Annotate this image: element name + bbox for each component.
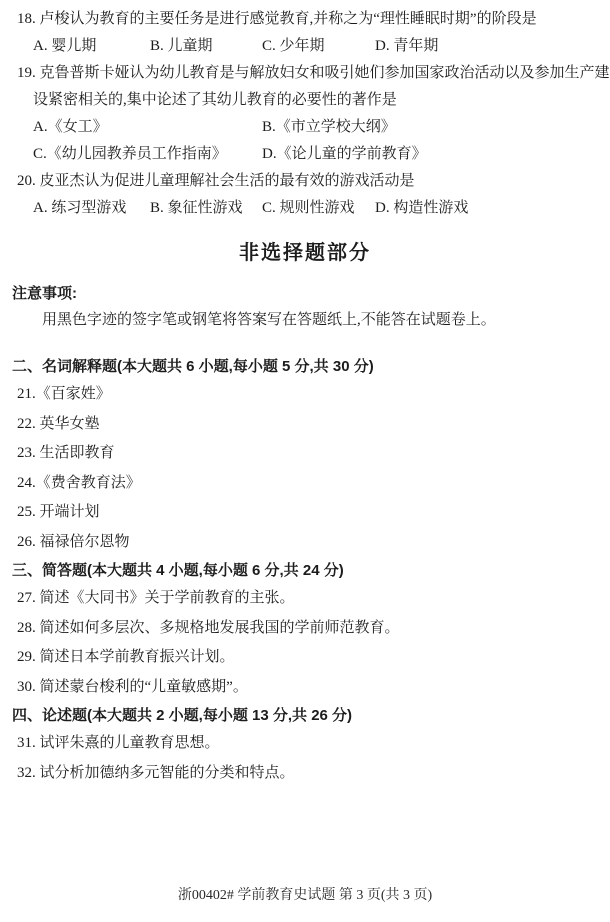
non-mc-section-title: 非选择题部分: [239, 242, 371, 264]
question-18-option-c: C. 少年期: [262, 38, 325, 54]
section-2-heading: 二、名词解释题(本大题共 6 小题,每小题 5 分,共 30 分): [12, 358, 374, 375]
question-20-stem: 20. 皮亚杰认为促进儿童理解社会生活的最有效的游戏活动是: [17, 173, 415, 189]
question-18-option-d: D. 青年期: [375, 38, 439, 54]
question-18-stem: 18. 卢梭认为教育的主要任务是进行感觉教育,并称之为“理性睡眠时期”的阶段是: [17, 11, 537, 27]
question-18-option-a: A. 婴儿期: [33, 38, 97, 54]
item-23: 23. 生活即教育: [17, 445, 115, 461]
item-28: 28. 简述如何多层次、多规格地发展我国的学前师范教育。: [17, 619, 400, 636]
item-24: 24.《费舍教育法》: [17, 474, 141, 491]
item-32: 32. 试分析加德纳多元智能的分类和特点。: [17, 764, 295, 781]
question-19-stem-line2: 设紧密相关的,集中论述了其幼儿教育的必要性的著作是: [33, 92, 397, 108]
section-2-items: [0, 380, 610, 557]
item-22: 22. 英华女塾: [17, 415, 100, 432]
item-31: 31. 试评朱熹的儿童教育思想。: [17, 735, 220, 751]
notice-title: 注意事项:: [12, 285, 77, 302]
question-20-option-a: A. 练习型游戏: [33, 200, 127, 216]
question-19-option-a: A.《女工》: [33, 119, 108, 135]
question-18-options: [0, 33, 610, 60]
question-19-options-row1: [0, 114, 610, 141]
item-30: 30. 简述蒙台梭利的“儿童敏感期”。: [17, 678, 248, 695]
question-19-option-d: D.《论儿童的学前教育》: [262, 146, 427, 162]
item-27: 27. 简述《大同书》关于学前教育的主张。: [17, 590, 295, 606]
multiple-choice-block: [0, 0, 610, 222]
question-20-option-b: B. 象征性游戏: [150, 200, 243, 216]
page-footer: 浙00402# 学前教育史试题 第 3 页(共 3 页): [177, 888, 433, 903]
question-19-options-row2: [0, 141, 610, 168]
section-3-heading: 三、简答题(本大题共 4 小题,每小题 6 分,共 24 分): [12, 562, 344, 579]
question-20-option-d: D. 构造性游戏: [375, 200, 469, 216]
section-4-heading: 四、论述题(本大题共 2 小题,每小题 13 分,共 26 分): [12, 707, 353, 724]
notice-body: 用黑色字迹的签字笔或钢笔将答案写在答题纸上,不能答在试题卷上。: [42, 312, 496, 328]
item-29: 29. 简述日本学前教育振兴计划。: [17, 649, 235, 665]
question-19-stem-line1: 19. 克鲁普斯卡娅认为幼儿教育是与解放妇女和吸引她们参加国家政治活动以及参加生产建: [17, 65, 610, 81]
question-20-options: [0, 195, 610, 222]
section-4-items: [0, 729, 610, 788]
item-25: 25. 开端计划: [17, 504, 100, 520]
item-21: 21.《百家姓》: [17, 386, 111, 402]
question-19-option-b: B.《市立学校大纲》: [262, 119, 396, 135]
item-26: 26. 福禄倍尔恩物: [17, 533, 130, 550]
section-3-items: [0, 584, 610, 702]
question-19-option-c: C.《幼儿园教养员工作指南》: [33, 146, 227, 162]
question-18-option-b: B. 儿童期: [150, 38, 213, 54]
question-20-option-c: C. 规则性游戏: [262, 200, 355, 216]
